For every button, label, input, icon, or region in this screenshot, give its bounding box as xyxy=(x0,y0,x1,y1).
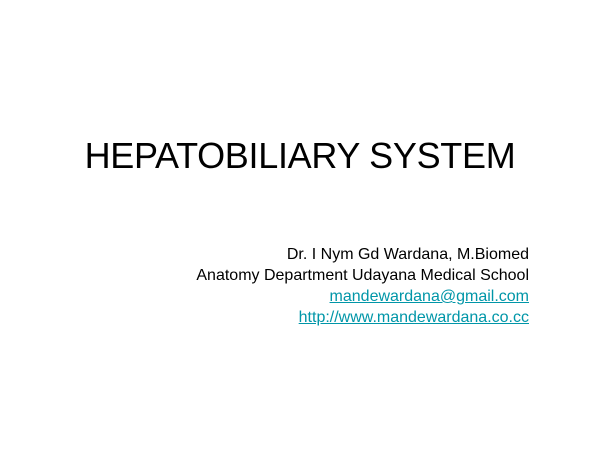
website-link[interactable]: http://www.mandewardana.co.cc xyxy=(298,309,529,326)
author-name: Dr. I Nym Gd Wardana, M.Biomed xyxy=(286,246,529,263)
email-link[interactable]: mandewardana@gmail.com xyxy=(329,288,529,305)
affiliation: Anatomy Department Udayana Medical School xyxy=(196,267,529,284)
slide-title: HEPATOBILIARY SYSTEM xyxy=(84,135,516,176)
author-info xyxy=(196,244,529,328)
